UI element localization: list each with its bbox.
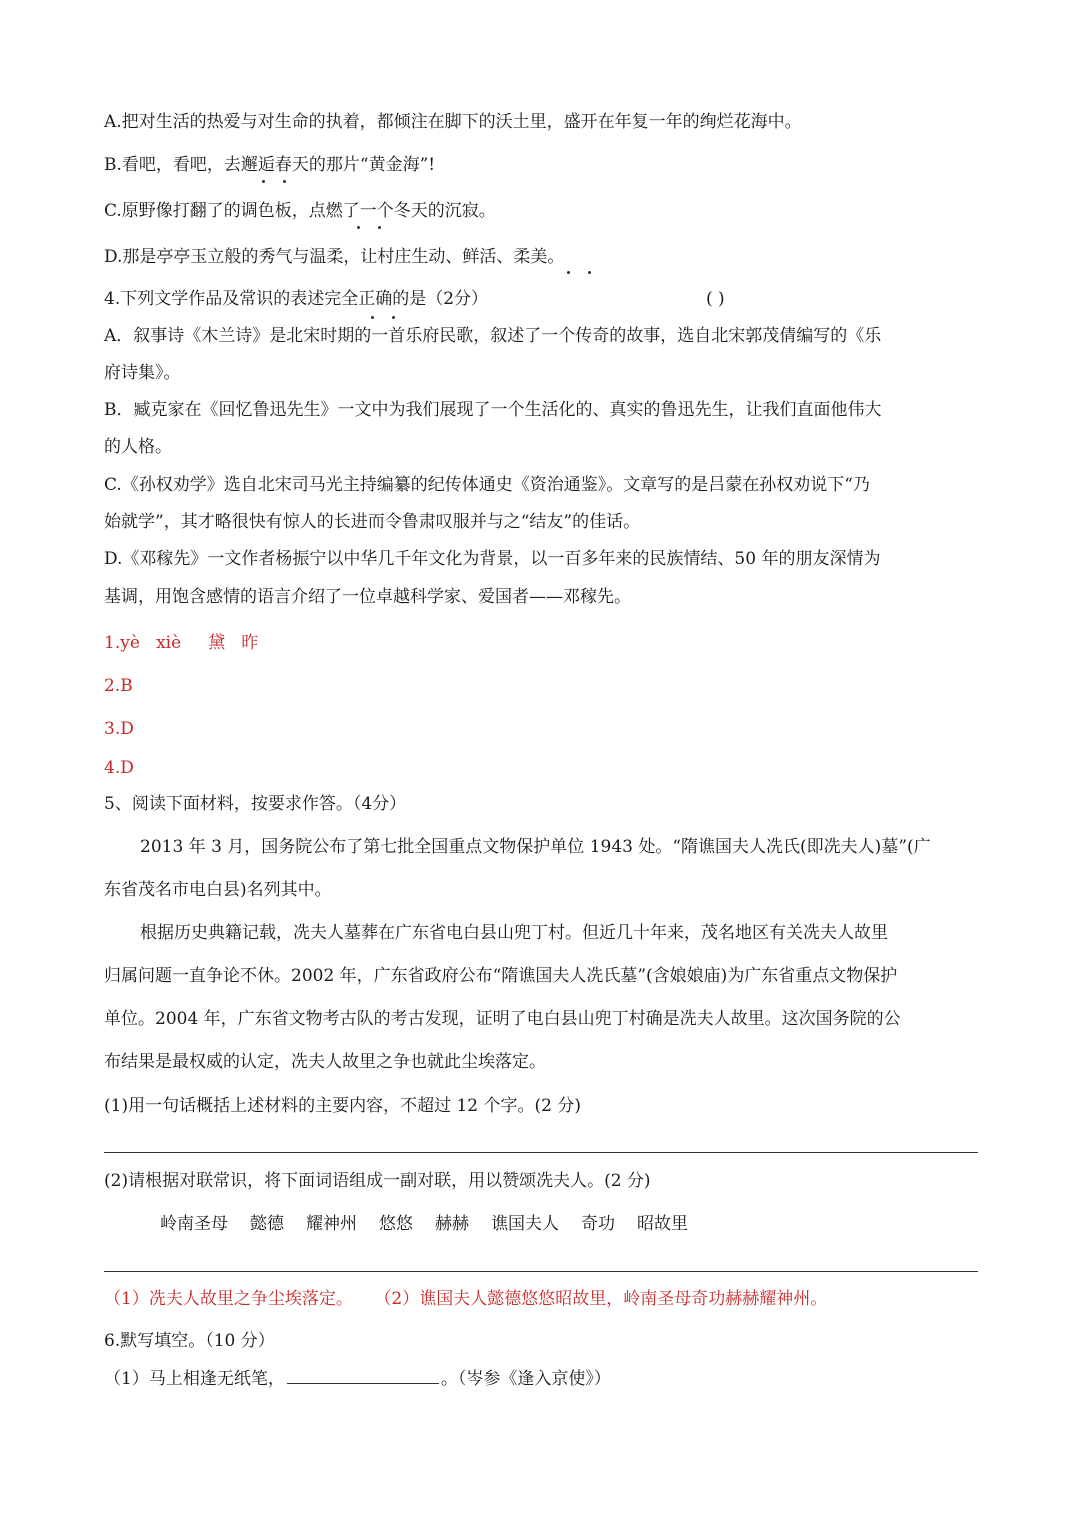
answer-4: 4.D [104, 758, 134, 778]
answer-1: 1.yè xiè 黛 昨 [104, 633, 259, 653]
emphasis-dot [371, 316, 374, 319]
q5-paragraph1-line1: 2013 年 3 月，国务院公布了第七批全国重点文物保护单位 1943 处。“隋谯国夫人冼氏(即冼夫人)墓”(广 [140, 837, 931, 857]
emphasis-dot [262, 180, 265, 183]
q5-paragraph2-line4: 布结果是最权威的认定，冼夫人故里之争也就此尘埃落定。 [104, 1052, 546, 1072]
word-item: 岭南圣母 [160, 1214, 228, 1234]
q5-paragraph1-line2: 东省茂名市电白县)名列其中。 [104, 880, 332, 900]
q6-title: 6.默写填空。（10 分） [104, 1331, 275, 1351]
q5-title: 5、阅读下面材料，按要求作答。（4分） [104, 794, 407, 814]
answer-3: 3.D [104, 719, 134, 739]
q4-option-b-line2: 的人格。 [104, 437, 172, 457]
answer-line [104, 1152, 978, 1153]
q4-option-d-line2: 基调，用饱含感情的语言介绍了一位卓越科学家、爱国者——邓稼先。 [104, 587, 631, 607]
q4-option-c-line2: 始就学”，其才略很快有惊人的长进而令鲁肃叹服并与之“结友”的佳话。 [104, 512, 641, 532]
answer-line [104, 1271, 978, 1272]
q4-stem [104, 287, 488, 311]
emphasis-dot [378, 226, 381, 229]
q4-stem-text: 4.下列文学作品及常识的表述完全正确的是（2分） [104, 289, 489, 309]
q5-word-list [160, 1212, 710, 1236]
q4-option-a-line1: A．叙事诗《木兰诗》是北宋时期的一首乐府民歌，叙述了一个传奇的故事，选自北宋郭茂倩编写的《乐 [104, 326, 882, 346]
q5-sub2: (2)请根据对联常识，将下面词语组成一副对联，用以赞颂冼夫人。(2 分) [104, 1171, 651, 1191]
q3-option-a: A.把对生活的热爱与对生命的执着，都倾注在脚下的沃土里，盛开在年复一年的绚烂花海中。 [104, 112, 802, 132]
q6-line1-prefix: （1）马上相逢无纸笔， [104, 1369, 285, 1389]
q4-option-a-line2: 府诗集》。 [104, 363, 181, 383]
q3-option-c: C.原野像打翻了的调色板，点燃了一个冬天的沉寂。 [104, 201, 496, 221]
emphasis-dot [588, 271, 591, 274]
q4-option-d-line1: D.《邓稼先》一文作者杨振宁以中华几千年文化为背景，以一百多年来的民族情结、50 年的朋友深情为 [104, 549, 881, 569]
emphasis-dot [283, 180, 286, 183]
word-item: 昭故里 [637, 1214, 688, 1234]
q4-option-c-line1: C.《孙权劝学》选自北宋司马光主持编纂的纪传体通史《资治通鉴》。文章写的是吕蒙在孙权劝说下“乃 [104, 475, 870, 495]
q3-option-b: B.看吧，看吧，去邂逅春天的那片“黄金海”! [104, 155, 436, 175]
word-item: 悠悠 [379, 1214, 413, 1234]
q5-answer: （1）冼夫人故里之争尘埃落定。 （2）谯国夫人懿德悠悠昭故里，岭南圣母奇功赫赫耀神州。 [104, 1289, 828, 1309]
answer-2: 2.B [104, 676, 133, 696]
emphasis-dot [392, 316, 395, 319]
word-item: 谯国夫人 [491, 1214, 559, 1234]
word-item: 奇功 [581, 1214, 615, 1234]
emphasis-dot [357, 226, 360, 229]
q6-line1 [104, 1365, 611, 1391]
fill-blank[interactable] [287, 1365, 439, 1384]
q5-sub1: (1)用一句话概括上述材料的主要内容，不超过 12 个字。(2 分) [104, 1096, 582, 1116]
q5-paragraph2-line3: 单位。2004 年，广东省文物考古队的考古发现，证明了电白县山兜丁村确是冼夫人故里。这次国务院的公 [104, 1009, 901, 1029]
q6-line1-suffix: 。（岑参《逢入京使》） [440, 1369, 611, 1389]
q4-option-b-line1: B．臧克家在《回忆鲁迅先生》一文中为我们展现了一个生活化的、真实的鲁迅先生，让我们直面他伟大 [104, 400, 882, 420]
emphasis-dot [567, 271, 570, 274]
word-item: 懿德 [250, 1214, 284, 1234]
q5-paragraph2-line1: 根据历史典籍记载，冼夫人墓葬在广东省电白县山兜丁村。但近几十年来，茂名地区有关冼夫人故里 [140, 923, 888, 943]
word-item: 赫赫 [435, 1214, 469, 1234]
q5-paragraph2-line2: 归属问题一直争论不休。2002 年，广东省政府公布“隋谯国夫人冼氏墓”(含娘娘庙)为广东省重点文物保护 [104, 966, 898, 986]
q4-answer-paren: ( ) [706, 289, 725, 309]
q3-option-d: D.那是亭亭玉立般的秀气与温柔，让村庄生动、鲜活、柔美。 [104, 247, 565, 267]
word-item: 耀神州 [306, 1214, 357, 1234]
